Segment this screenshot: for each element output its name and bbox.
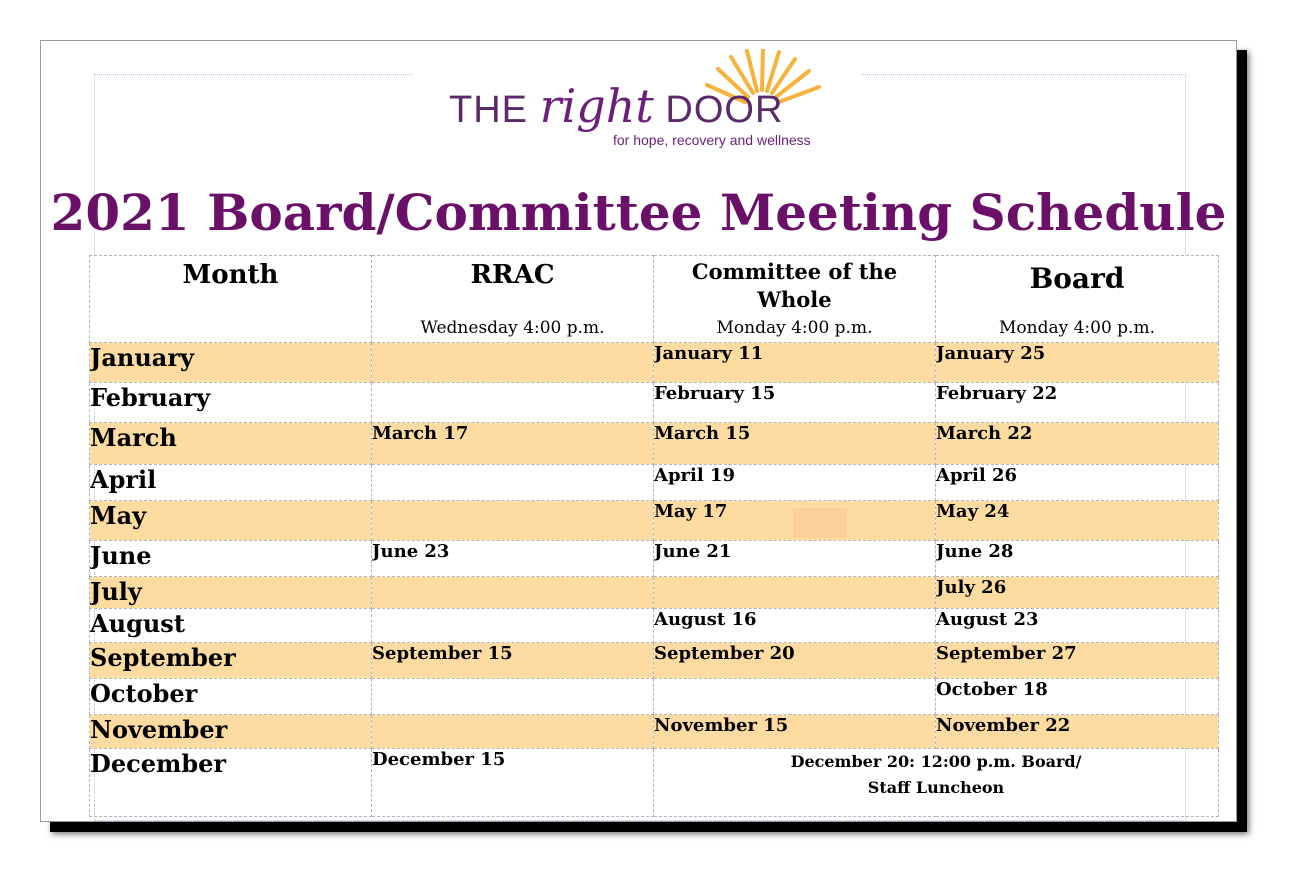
cow-cell	[654, 577, 936, 609]
table-row-december	[90, 749, 1219, 817]
table-row	[90, 679, 1219, 715]
board-cell: April 26	[936, 465, 1219, 501]
logo-tagline: for hope, recovery and wellness	[613, 132, 811, 148]
cow-cell: August 16	[654, 609, 936, 643]
month-cell: June	[90, 541, 372, 577]
table-row	[90, 501, 1219, 541]
header-board: Board Monday 4:00 p.m.	[936, 256, 1219, 343]
cow-cell	[654, 679, 936, 715]
luncheon-line-2: Staff Luncheon	[867, 778, 1005, 797]
table-row	[90, 343, 1219, 383]
logo-wordmark: THE right DOOR	[449, 79, 784, 133]
board-cell: March 22	[936, 423, 1219, 465]
rrac-cell	[372, 465, 654, 501]
table-row	[90, 643, 1219, 679]
luncheon-cell	[654, 749, 1219, 817]
table-row	[90, 715, 1219, 749]
rrac-cell	[372, 715, 654, 749]
table-row	[90, 541, 1219, 577]
board-cell: July 26	[936, 577, 1219, 609]
board-cell: September 27	[936, 643, 1219, 679]
cow-cell: May 17	[654, 501, 936, 541]
cow-cell: April 19	[654, 465, 936, 501]
month-cell: March	[90, 423, 372, 465]
rrac-time: Wednesday 4:00 p.m.	[420, 318, 605, 338]
table-row	[90, 577, 1219, 609]
board-cell: October 18	[936, 679, 1219, 715]
cow-cell: June 21	[654, 541, 936, 577]
board-cell: August 23	[936, 609, 1219, 643]
cow-cell: September 20	[654, 643, 936, 679]
rrac-cell: June 23	[372, 541, 654, 577]
month-cell: January	[90, 343, 372, 383]
highlight-square	[793, 508, 847, 538]
rrac-cell	[372, 609, 654, 643]
document-page	[40, 40, 1237, 822]
header-committee-of-the-whole: Committee of the Whole Monday 4:00 p.m.	[654, 256, 936, 343]
board-cell: May 24	[936, 501, 1219, 541]
right-door-logo	[413, 49, 861, 171]
month-cell: October	[90, 679, 372, 715]
rrac-cell: September 15	[372, 643, 654, 679]
rrac-cell	[372, 501, 654, 541]
board-cell: February 22	[936, 383, 1219, 423]
header-rrac: RRAC Wednesday 4:00 p.m.	[372, 256, 654, 343]
month-cell: April	[90, 465, 372, 501]
month-cell: February	[90, 383, 372, 423]
month-cell: November	[90, 715, 372, 749]
month-cell: September	[90, 643, 372, 679]
cow-cell: February 15	[654, 383, 936, 423]
month-cell: August	[90, 609, 372, 643]
cow-time: Monday 4:00 p.m.	[716, 318, 873, 338]
table-row	[90, 383, 1219, 423]
rrac-cell: March 17	[372, 423, 654, 465]
rrac-cell: December 15	[372, 749, 654, 817]
table-row	[90, 423, 1219, 465]
month-cell: December	[90, 749, 372, 817]
rrac-cell	[372, 577, 654, 609]
cow-cell: March 15	[654, 423, 936, 465]
rrac-cell	[372, 343, 654, 383]
board-time: Monday 4:00 p.m.	[998, 318, 1155, 338]
board-cell: January 25	[936, 343, 1219, 383]
board-cell: November 22	[936, 715, 1219, 749]
cow-cell: November 15	[654, 715, 936, 749]
meeting-schedule-table	[89, 255, 1219, 817]
luncheon-line-1: December 20: 12:00 p.m. Board/	[790, 752, 1082, 771]
page-title: 2021 Board/Committee Meeting Schedule	[50, 183, 1227, 242]
rrac-cell	[372, 383, 654, 423]
table-row	[90, 465, 1219, 501]
header-month: Month	[90, 256, 372, 343]
cow-cell: January 11	[654, 343, 936, 383]
table-row	[90, 609, 1219, 643]
board-cell: June 28	[936, 541, 1219, 577]
rrac-cell	[372, 679, 654, 715]
month-cell: May	[90, 501, 372, 541]
month-cell: July	[90, 577, 372, 609]
table-header-row	[90, 256, 1219, 343]
